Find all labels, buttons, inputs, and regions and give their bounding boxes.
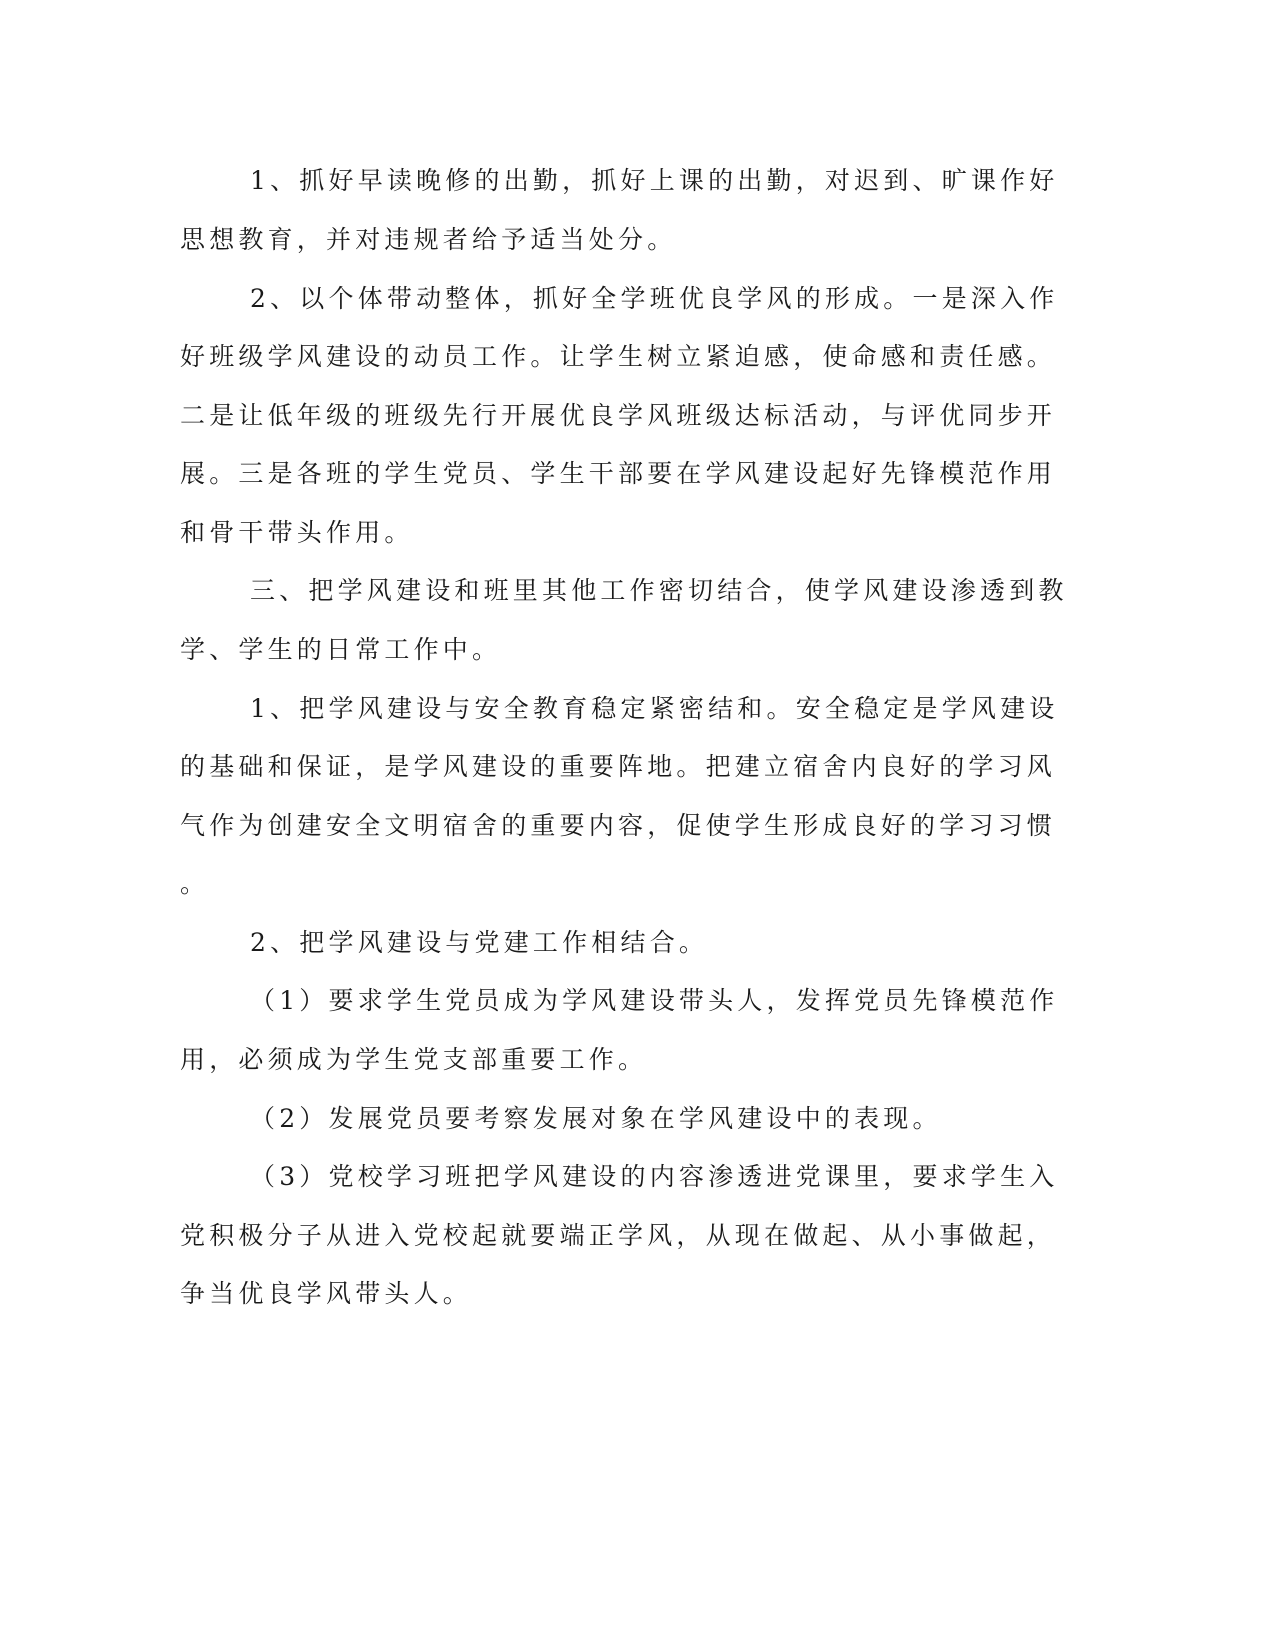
text-line: 用，必须成为学生党支部重要工作。 — [180, 1045, 648, 1074]
text-line: 学、学生的日常工作中。 — [180, 635, 502, 664]
text-line: 二是让低年级的班级先行开展优良学风班级达标活动，与评优同步开 — [180, 401, 1057, 430]
text-line: 和骨干带头作用。 — [180, 518, 414, 547]
text-line: 党积极分子从进入党校起就要端正学风，从现在做起、从小事做起， — [180, 1221, 1057, 1250]
text-line: 思想教育，并对违规者给予适当处分。 — [180, 225, 677, 254]
text-line: 2、把学风建设与党建工作相结合。 — [250, 928, 709, 957]
text-line: （1）要求学生党员成为学风建设带头人，发挥党员先锋模范作 — [250, 986, 1059, 1015]
text-line: 好班级学风建设的动员工作。让学生树立紧迫感，使命感和责任感。 — [180, 342, 1057, 371]
text-line: 1、把学风建设与安全教育稳定紧密结和。安全稳定是学风建设 — [250, 694, 1059, 723]
text-line: 1、抓好早读晚修的出勤，抓好上课的出勤，对迟到、旷课作好 — [250, 166, 1059, 195]
text-line: 2、以个体带动整体，抓好全学班优良学风的形成。一是深入作 — [250, 284, 1059, 313]
text-line: 三、把学风建设和班里其他工作密切结合，使学风建设渗透到教 — [250, 576, 1068, 605]
text-line: 气作为创建安全文明宿舍的重要内容，促使学生形成良好的学习习惯 — [180, 811, 1057, 840]
text-line: （2）发展党员要考察发展对象在学风建设中的表现。 — [250, 1104, 942, 1133]
text-line: 。 — [180, 869, 210, 898]
text-line: 争当优良学风带头人。 — [180, 1279, 473, 1308]
text-line: 展。三是各班的学生党员、学生干部要在学风建设起好先锋模范作用 — [180, 459, 1057, 488]
text-line: （3）党校学习班把学风建设的内容渗透进党课里，要求学生入 — [250, 1162, 1059, 1191]
text-line: 的基础和保证，是学风建设的重要阵地。把建立宿舍内良好的学习风 — [180, 752, 1057, 781]
